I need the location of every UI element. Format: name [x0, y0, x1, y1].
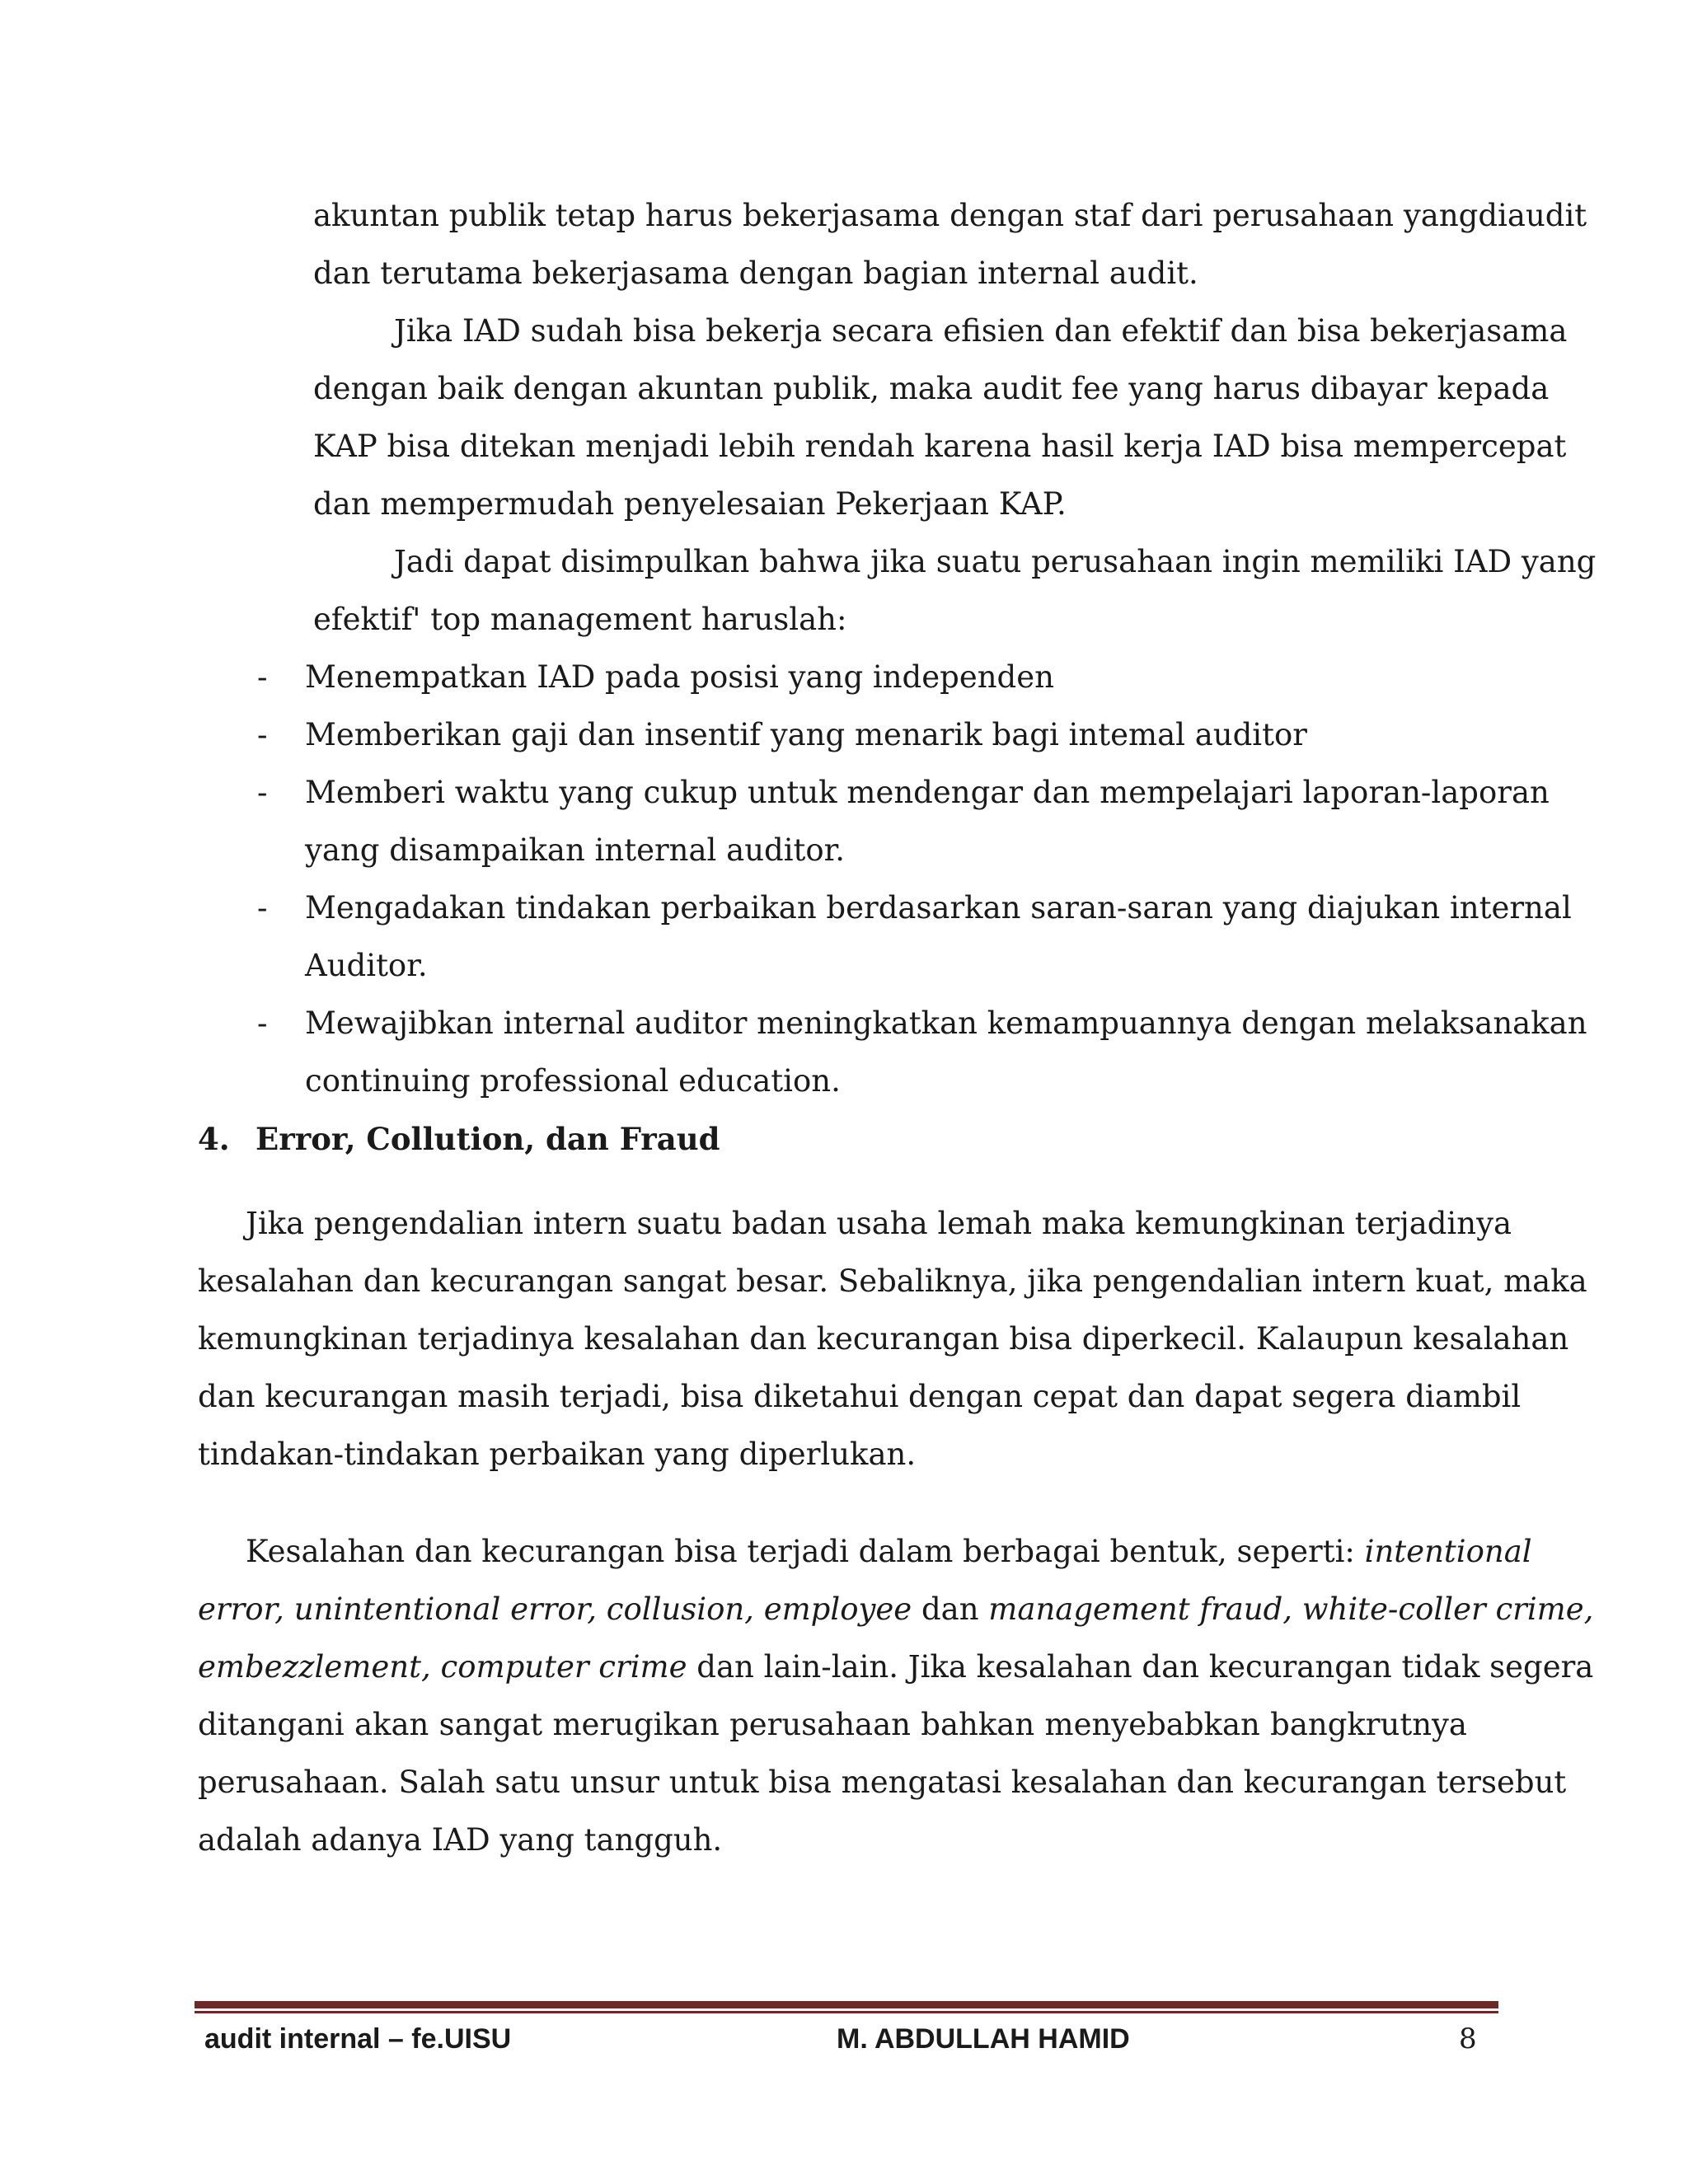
forms-line-6: adalah adanya IAD yang tangguh. — [198, 1822, 723, 1858]
section-title: Error, Collution, dan Fraud — [256, 1121, 720, 1157]
footer-divider-thick — [195, 2001, 1498, 2008]
bullet-3-line-2: yang disampaikan internal auditor. — [305, 832, 846, 868]
bullet-marker: - — [257, 1005, 268, 1041]
bullet-1-line-1: Menempatkan IAD pada posisi yang independen — [305, 659, 1054, 695]
bullet-4-line-2: Auditor. — [305, 948, 428, 983]
forms-line-3-italic: embezzlement, computer crime — [198, 1649, 687, 1685]
bullet-2-line-1: Memberikan gaji dan insentif yang menarik bagi intemal auditor — [305, 717, 1307, 752]
forms-line-1-italic: intentional — [1364, 1534, 1532, 1569]
intro-line-1: akuntan publik tetap harus bekerjasama dengan staf dari perusahaan yangdiaudit — [313, 198, 1587, 233]
forms-line-3 — [198, 1638, 1594, 1696]
forms-line-5: perusahaan. Salah satu unsur untuk bisa mengatasi kesalahan dan kecurangan tersebut — [198, 1765, 1567, 1800]
iad-line-2: dengan baik dengan akuntan publik, maka audit fee yang harus dibayar kepada — [313, 371, 1550, 406]
forms-line-2 — [198, 1581, 1594, 1638]
footer-page-number: 8 — [1459, 2022, 1477, 2055]
iad-line-4: dan mempermudah penyelesaian Pekerjaan KAP. — [313, 486, 1067, 522]
conclusion-line-2: efektif' top management haruslah: — [313, 602, 847, 637]
error-line-5: tindakan-tindakan perbaikan yang diperlukan. — [198, 1436, 917, 1472]
bullet-4-line-1: Mengadakan tindakan perbaikan berdasarkan saran-saran yang diajukan internal — [305, 890, 1572, 926]
error-line-4: dan kecurangan masih terjadi, bisa diketahui dengan cepat dan dapat segera diambil — [198, 1379, 1522, 1414]
error-line-3: kemungkinan terjadinya kesalahan dan kecurangan bisa diperkecil. Kalaupun kesalahan — [198, 1321, 1569, 1357]
bullet-marker: - — [257, 659, 268, 695]
forms-line-1 — [246, 1523, 1532, 1581]
iad-line-3: KAP bisa ditekan menjadi lebih rendah karena hasil kerja IAD bisa mempercepat — [313, 429, 1567, 464]
footer-author: M. ABDULLAH HAMID — [837, 2023, 1130, 2055]
forms-line-4: ditangani akan sangat merugikan perusahaan bahkan menyebabkan bangkrutnya — [198, 1707, 1467, 1742]
forms-line-2-italic-a: error, unintentional error, collusion, employee — [198, 1591, 912, 1627]
bullet-5-line-2: continuing professional education. — [305, 1063, 841, 1099]
error-line-2: kesalahan dan kecurangan sangat besar. Sebaliknya, jika pengendalian intern kuat, maka — [198, 1263, 1587, 1299]
footer-course: audit internal – fe.UISU — [204, 2023, 512, 2055]
bullet-5-line-1: Mewajibkan internal auditor meningkatkan kemampuannya dengan melaksanakan — [305, 1005, 1587, 1041]
bullet-marker: - — [257, 717, 268, 752]
error-line-1: Jika pengendalian intern suatu badan usaha lemah maka kemungkinan terjadinya — [246, 1206, 1512, 1241]
iad-line-1: Jika IAD sudah bisa bekerja secara efisien dan efektif dan bisa bekerjasama — [394, 313, 1568, 349]
forms-line-3-text: dan lain-lain. Jika kesalahan dan kecurangan tidak segera — [696, 1649, 1594, 1685]
footer-divider-thin — [195, 2011, 1498, 2013]
forms-line-2-italic-b: management fraud, white-coller crime, — [988, 1591, 1594, 1627]
intro-line-2: dan terutama bekerjasama dengan bagian internal audit. — [313, 255, 1198, 291]
bullet-marker: - — [257, 775, 268, 810]
section-number: 4. — [198, 1121, 230, 1157]
forms-line-2-text: dan — [921, 1591, 979, 1627]
bullet-marker: - — [257, 890, 268, 926]
forms-line-1-text: Kesalahan dan kecurangan bisa terjadi dalam berbagai bentuk, seperti: — [246, 1534, 1355, 1569]
conclusion-line-1: Jadi dapat disimpulkan bahwa jika suatu perusahaan ingin memiliki IAD yang — [394, 544, 1597, 579]
bullet-3-line-1: Memberi waktu yang cukup untuk mendengar dan mempelajari laporan-laporan — [305, 775, 1550, 810]
